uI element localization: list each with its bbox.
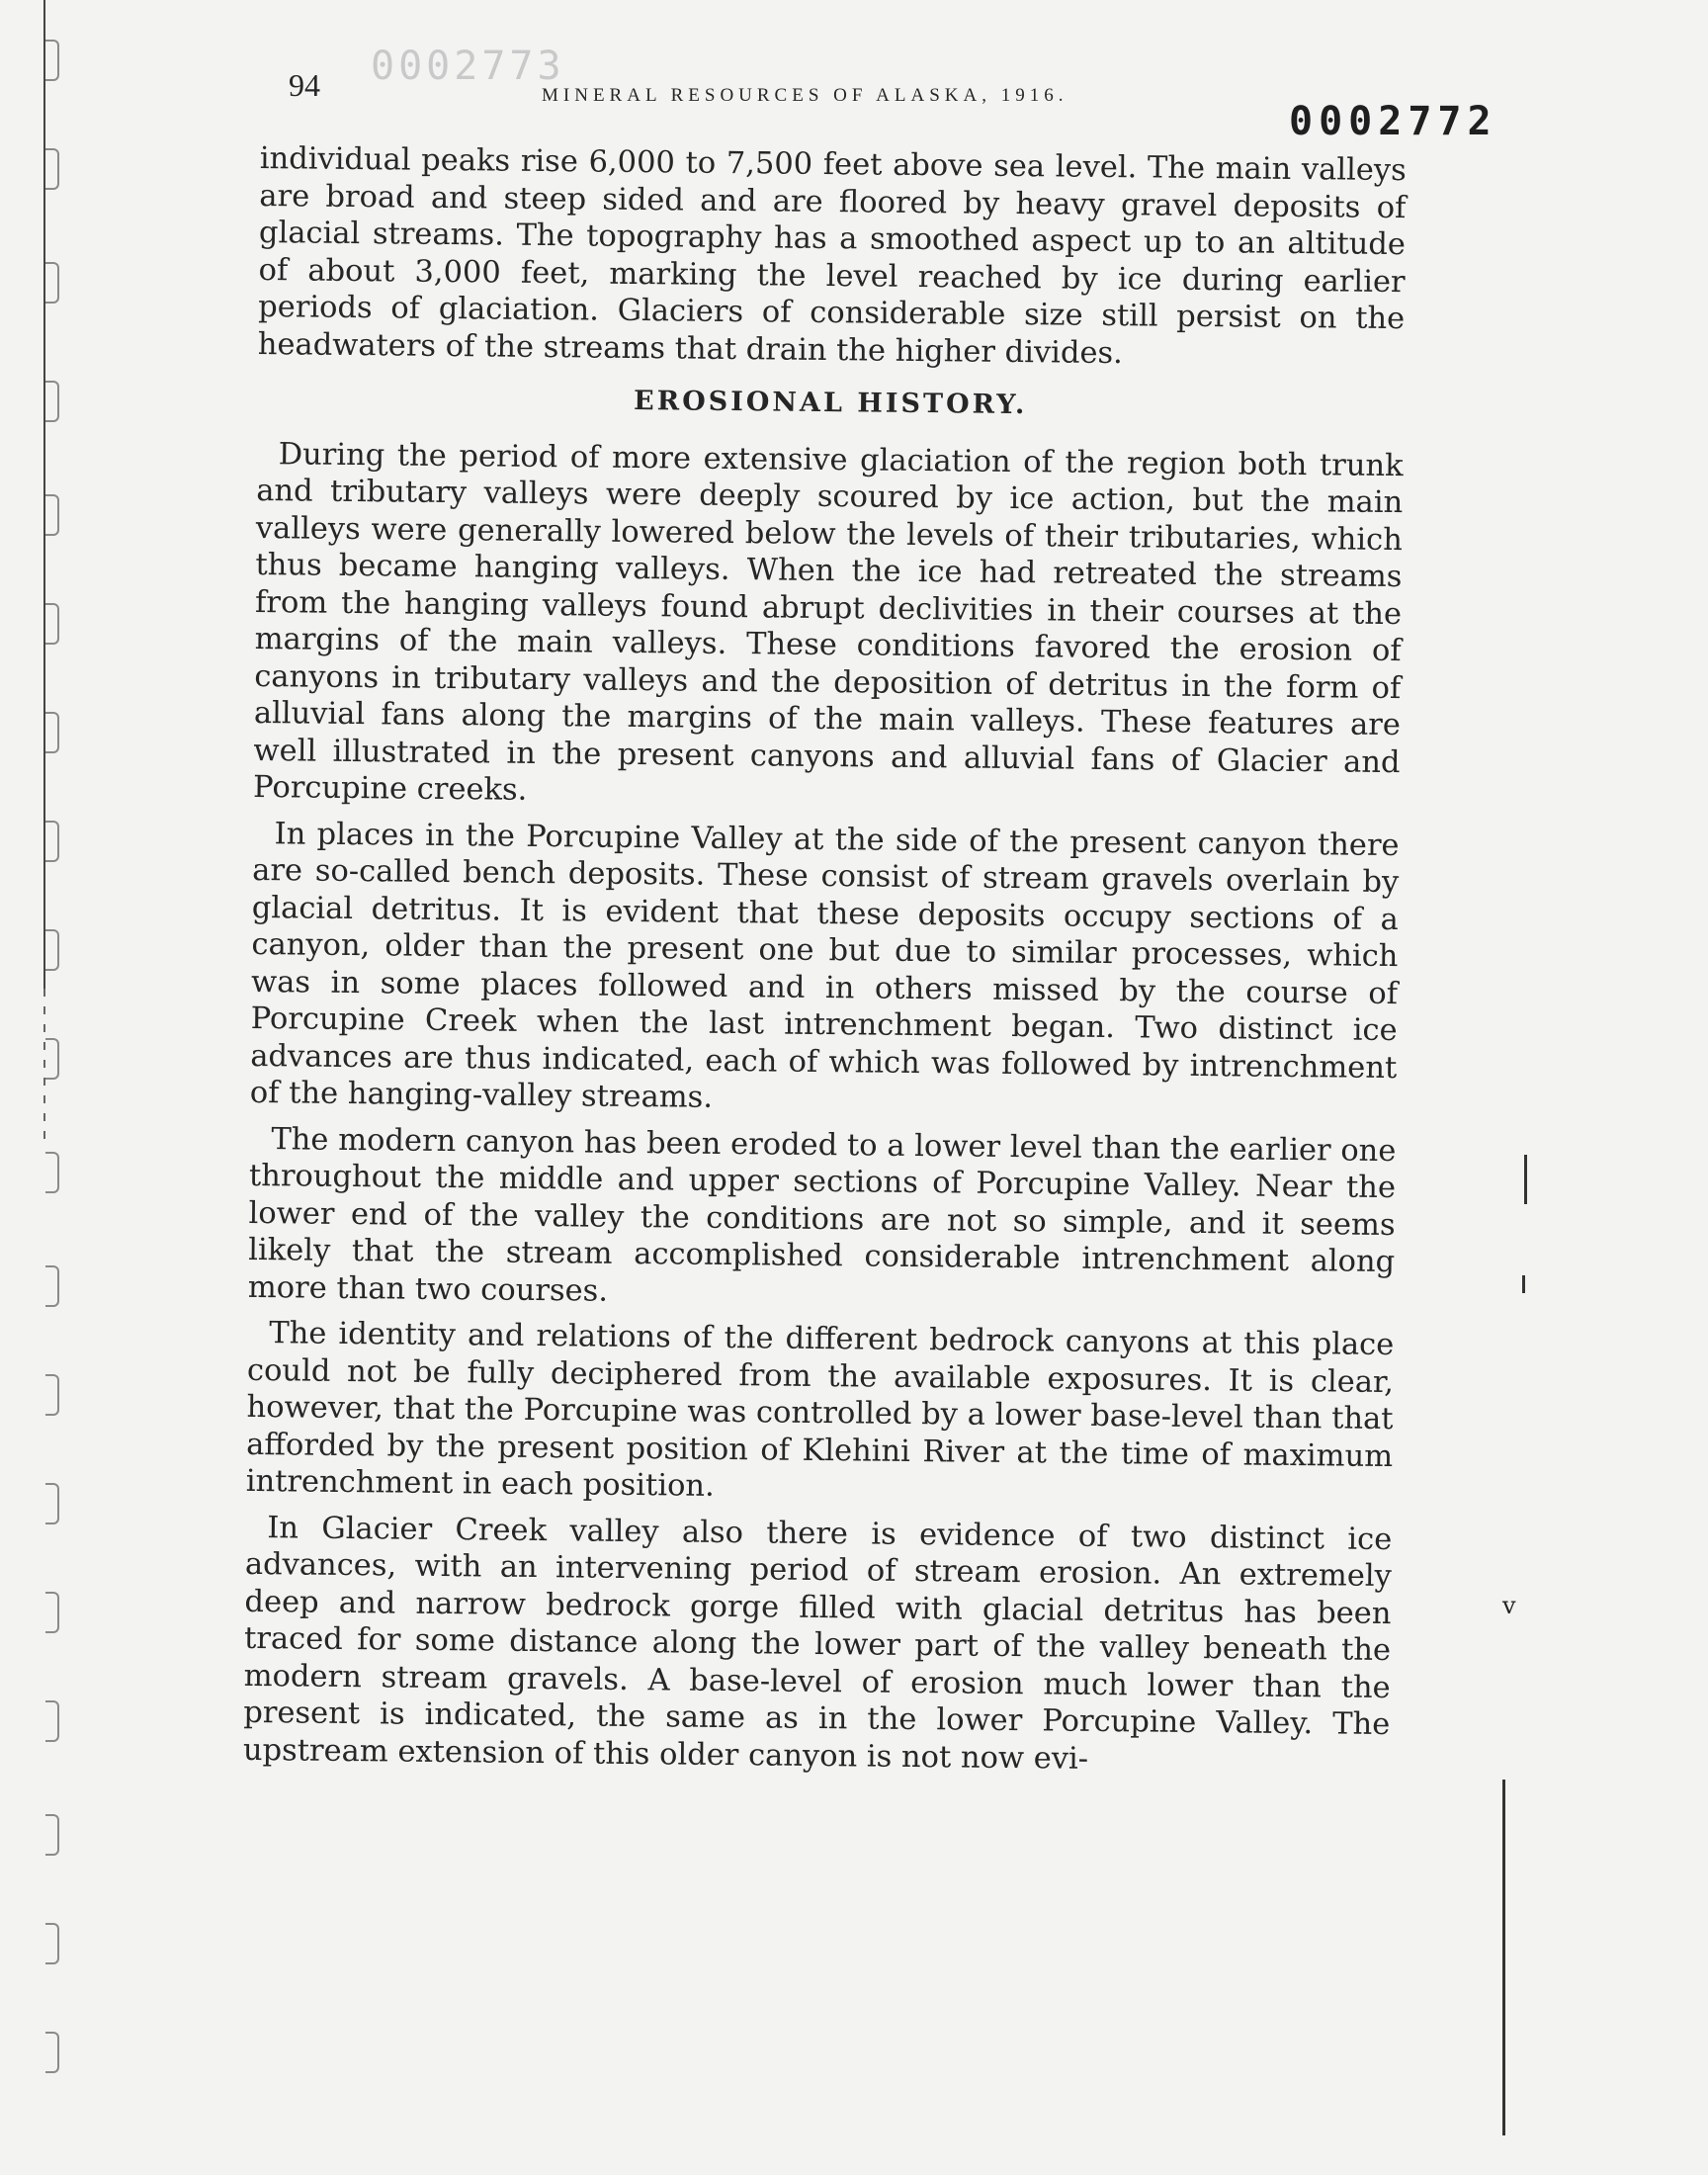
paragraph: individual peaks rise 6,000 to 7,500 feet above sea level. The main valleys are broad and steep sided and are floored by heavy gravel deposits of glacial streams. The topography has a smoothed aspect up to an altitude of about 3,000 feet, marking the level reached by ice during earlier periods of glaciation. Glaciers of considerable size still persist on the headwaters of the streams that drain the higher divides. [257, 140, 1407, 371]
paragraph: In places in the Porcupine Valley at the side of the present canyon there are so-called bench deposits. These consist of stream gravels overlain by glacial detritus. It is evident that these deposits occupy sections of a canyon, older than the present one but due to similar processes, which was in some places followed and in others missed by the course of Porcupine Creek when the last intrenchment began. Two distinct ice advances are thus indicated, each of which was followed by intrenchment of the hanging-valley streams. [249, 816, 1400, 1115]
paragraph: In Glacier Creek valley also there is evidence of two distinct ice advances, with an intervening period of stream erosion. An extremely deep and narrow bedrock gorge filled with glacial detritus has been traced for some distance along the lower part of the valley beneath the modern stream gravels. A base-level of erosion much lower than the present is indicated, the same as in the lower Porcupine Valley. The upstream extension of this older canyon is not now evi- [242, 1510, 1393, 1777]
binding-hole [45, 1923, 59, 1964]
binding-hole [45, 1592, 59, 1633]
binding-hole [45, 1700, 59, 1742]
binding-hole [45, 712, 59, 753]
binding-hole [45, 929, 59, 971]
binding-hole [45, 821, 59, 862]
faint-document-stamp: 0002773 [371, 44, 565, 89]
margin-mark [1522, 1275, 1525, 1293]
binding-hole [45, 1814, 59, 1856]
binding-hole [45, 1152, 59, 1193]
body-text [243, 140, 1407, 1789]
binding-hole [45, 1374, 59, 1416]
paragraph: During the period of more extensive glaciation of the region both trunk and tributary valleys were deeply scoured by ice action, but the main valleys were generally lowered below the levels of their tributaries, which thus became hanging valleys. When the ice had retreated the streams from the hanging valleys found abrupt declivities in their courses at the margins of the main valleys. These conditions favored the erosion of canyons in tributary valleys and the deposition of detritus in the form of alluvial fans along the margins of the main valleys. These features are well illustrated in the present canyons and alluvial fans of Glacier and Porcupine creeks. [252, 436, 1404, 808]
binding-strip [0, 0, 79, 2175]
binding-hole [45, 262, 59, 304]
binding-hole [45, 381, 59, 422]
running-head: MINERAL RESOURCES OF ALASKA, 1916. [542, 85, 1068, 106]
binding-hole [45, 148, 59, 190]
binding-hole [45, 494, 59, 536]
binding-hole [45, 1038, 59, 1080]
page-number: 94 [289, 67, 320, 103]
margin-mark [1524, 1155, 1527, 1204]
document-number-stamp: 0002772 [1289, 99, 1497, 144]
paragraph: The identity and relations of the different bedrock canyons at this place could not be fully deciphered from the available exposures. It is clear, however, that the Porcupine was controlled by a lower base-level than that afforded by the present position of Klehini River at the time of maximum intrenchment in each position. [245, 1316, 1395, 1504]
section-heading: EROSIONAL HISTORY. [633, 385, 1028, 421]
binding-hole [45, 1265, 59, 1307]
paragraph: The modern canyon has been eroded to a lower level than the earlier one throughout the middle and upper sections of Porcupine Valley. Near the lower end of the valley the conditions are not so simple, and it seems likely that the stream accomplished considerable intrenchment along more than two courses. [247, 1121, 1397, 1309]
binding-hole [45, 1483, 59, 1524]
binding-hole [45, 40, 59, 81]
binding-hole [45, 603, 59, 645]
binding-hole [45, 2032, 59, 2073]
margin-mark [1502, 1780, 1505, 2135]
margin-tick: v [1502, 1592, 1516, 1619]
